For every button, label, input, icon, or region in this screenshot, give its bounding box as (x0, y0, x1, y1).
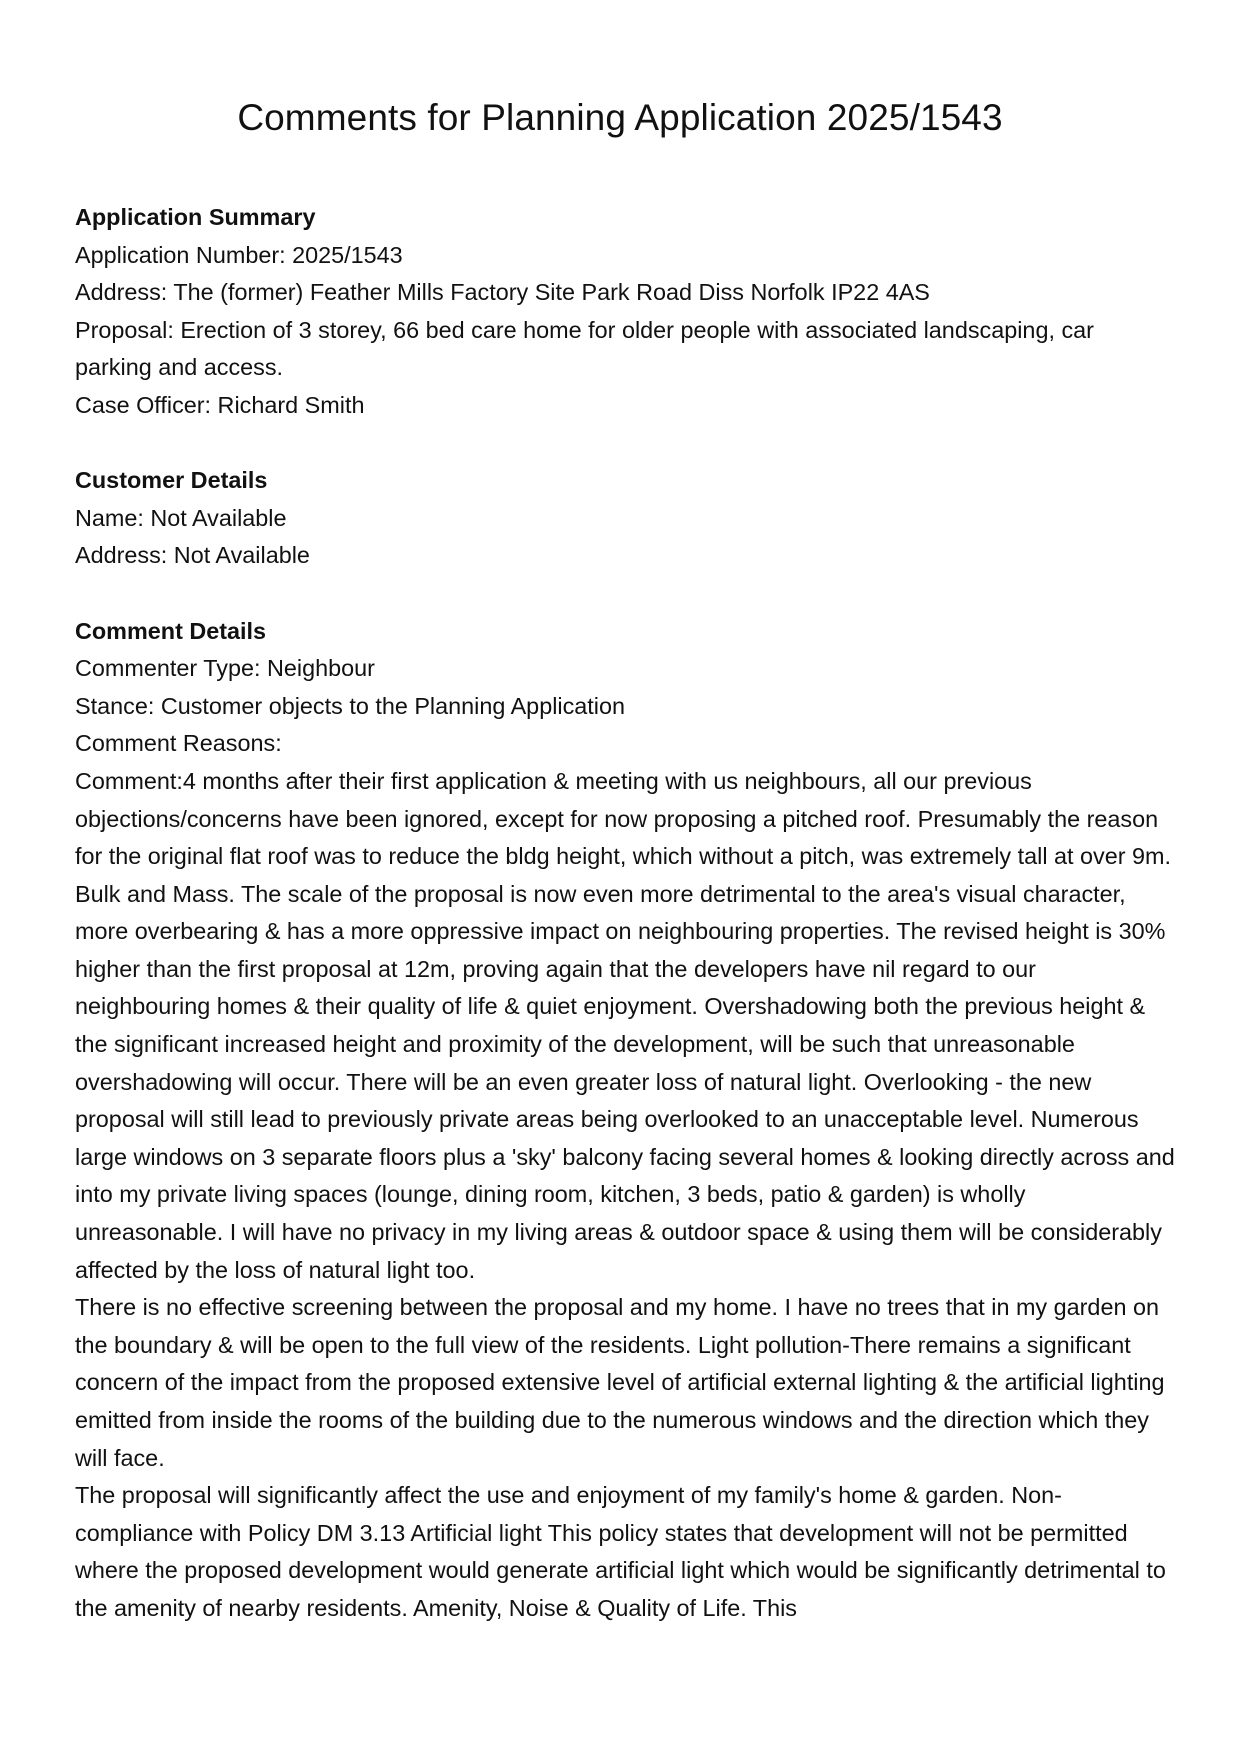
application-summary-heading: Application Summary (75, 204, 316, 230)
section-spacer (75, 425, 1175, 463)
comment-reasons: Comment Reasons: (75, 730, 282, 757)
page-title: Comments for Planning Application 2025/1543 (237, 97, 1003, 138)
document-content (75, 199, 1175, 1628)
comment-stance: Stance: Customer objects to the Planning Application (75, 692, 626, 719)
commenter-type: Commenter Type: Neighbour (75, 655, 375, 682)
application-number: Application Number: 2025/1543 (75, 241, 403, 268)
customer-name: Name: Not Available (75, 504, 287, 531)
application-address: Address: The (former) Feather Mills Factory Site Park Road Diss Norfolk IP22 4AS (75, 279, 930, 306)
application-proposal: Proposal: Erection of 3 storey, 66 bed care home for older people with associated landscaping, car parking and access. (75, 316, 1094, 381)
section-spacer (75, 575, 1175, 613)
customer-address: Address: Not Available (75, 542, 310, 569)
comment-details-section (75, 613, 1175, 1628)
case-officer: Case Officer: Richard Smith (75, 391, 365, 418)
comment-details-heading: Comment Details (75, 617, 267, 644)
comment-paragraph: The proposal will significantly affect the use and enjoyment of my family's home & garden. Non-compliance with Policy DM 3.13 Artificial light This policy states that development will not be permitted where the proposed development would generate artificial light which would be significantly detrimental to the amenity of nearby residents. Amenity, Noise & Quality of Life. This (75, 1482, 1166, 1621)
customer-details-section (75, 462, 1175, 575)
application-summary-section (75, 199, 1175, 425)
comment-paragraph: Comment:4 months after their first application & meeting with us neighbours, all our previous objections/concerns have been ignored, except for now proposing a pitched roof. Presumably the reason for the original flat roof was to reduce the bldg height, which without a pitch, was extremely tall at over 9m. Bulk and Mass. The scale of the proposal is now even more detrimental to the area's visual character, more overbearing & has a more oppressive impact on neighbouring properties. The revised height is 30% higher than the first proposal at 12m, proving again that the developers have nil regard to our neighbouring homes & their quality of life & quiet enjoyment. Overshadowing both the previous height & the significant increased height and proximity of the development, will be such that unreasonable overshadowing will occur. There will be an even greater loss of natural light. Overlooking - the new proposal will still lead to previously private areas being overlooked to an unacceptable level. Numerous large windows on 3 separate floors plus a 'sky' balcony facing several homes & looking directly across and into my private living spaces (lounge, dining room, kitchen, 3 beds, patio & garden) is wholly unreasonable. I will have no privacy in my living areas & outdoor space & using them will be considerably affected by the loss of natural light too. (75, 767, 1175, 1283)
customer-details-heading: Customer Details (75, 467, 268, 494)
comment-paragraph: There is no effective screening between the proposal and my home. I have no trees that in my garden on the boundary & will be open to the full view of the residents. Light pollution-There remains a significant concern of the impact from the proposed extensive level of artificial external lighting & the artificial lighting emitted from inside the rooms of the building due to the numerous windows and the direction which they will face. (75, 1294, 1165, 1471)
